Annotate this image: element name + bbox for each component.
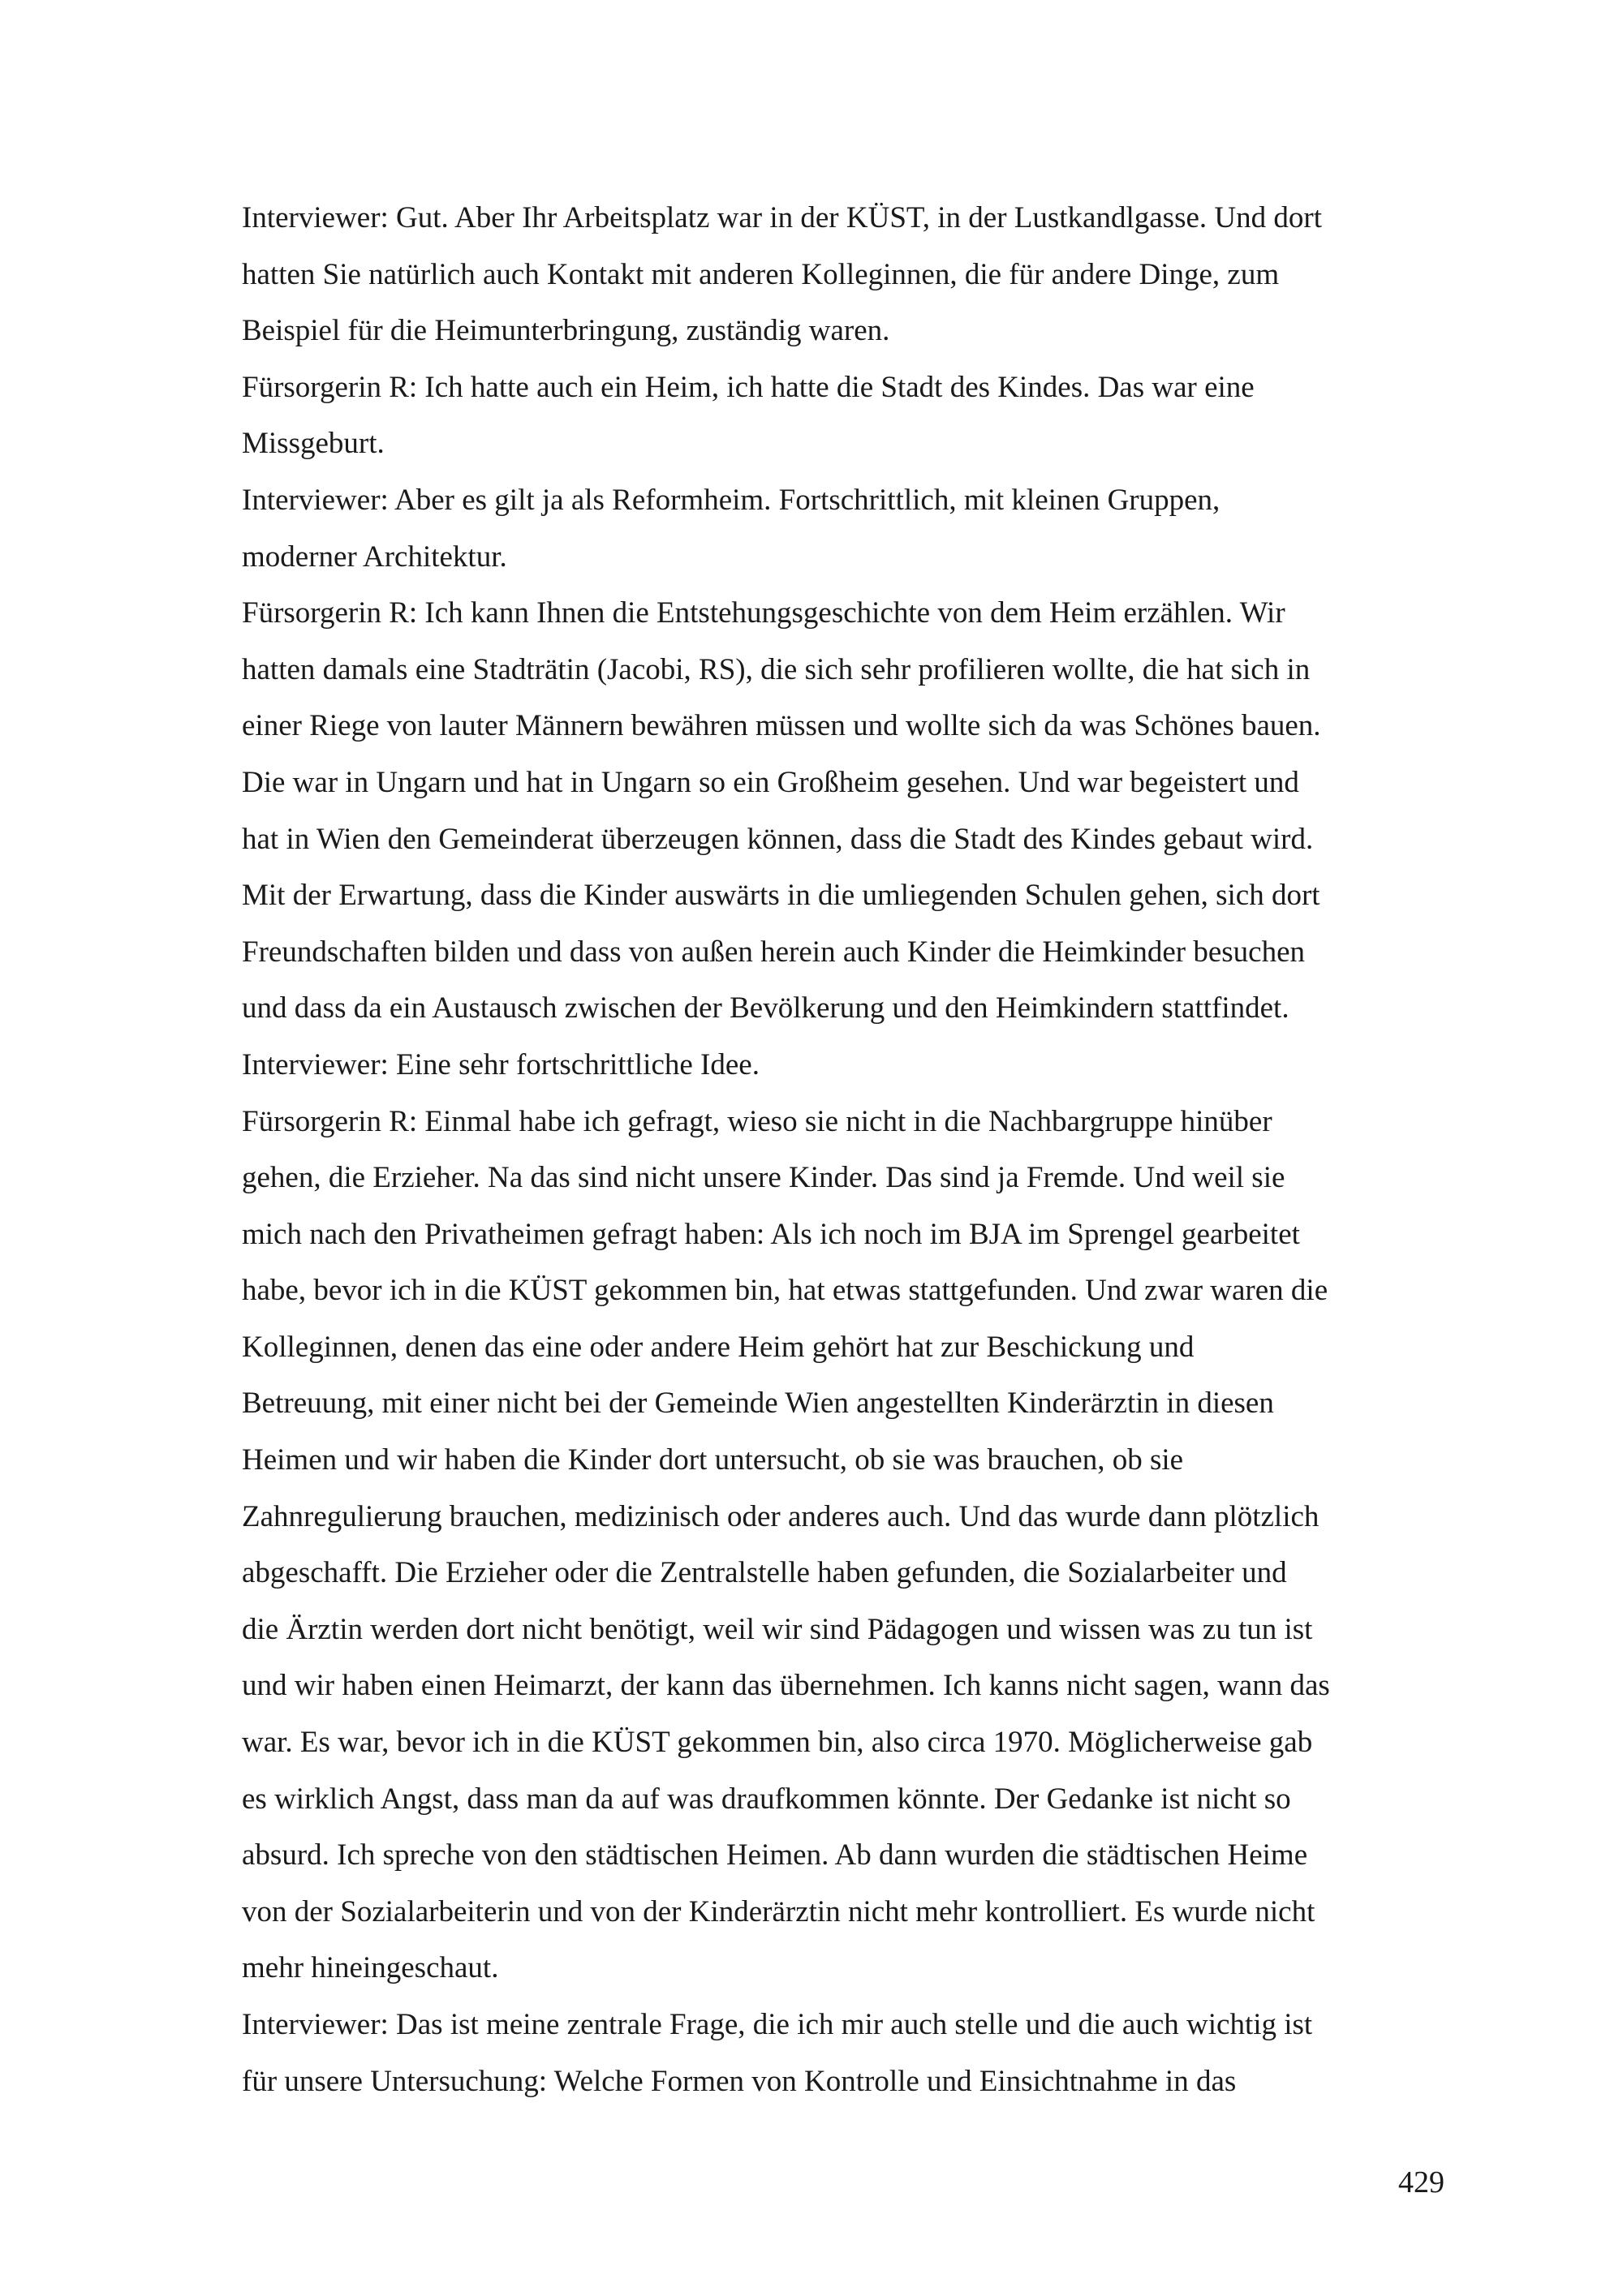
page-number: 429	[1398, 2165, 1444, 2199]
text-line: und dass da ein Austausch zwischen der Bevölkerung und den Heimkindern stattfindet.	[242, 991, 1289, 1025]
text-line: einer Riege von lauter Männern bewähren müssen und wollte sich da was Schönes bauen.	[242, 709, 1321, 743]
text-line: und wir haben einen Heimarzt, der kann das übernehmen. Ich kanns nicht sagen, wann das	[242, 1669, 1330, 1703]
text-line: Heimen und wir haben die Kinder dort untersucht, ob sie was brauchen, ob sie	[242, 1443, 1184, 1477]
text-line: war. Es war, bevor ich in die KÜST gekommen bin, also circa 1970. Möglicherweise gab	[242, 1726, 1313, 1760]
text-line: Betreuung, mit einer nicht bei der Gemeinde Wien angestellten Kinderärztin in diesen	[242, 1387, 1274, 1421]
text-line: Interviewer: Gut. Aber Ihr Arbeitsplatz war in der KÜST, in der Lustkandlgasse. Und dort	[242, 201, 1322, 234]
text-line: hatten damals eine Stadträtin (Jacobi, RS), die sich sehr profilieren wollte, die hat sich in	[242, 652, 1311, 686]
text-line: die Ärztin werden dort nicht benötigt, weil wir sind Pädagogen und wissen was zu tun ist	[242, 1612, 1313, 1646]
text-line: Fürsorgerin R: Ich hatte auch ein Heim, ich hatte die Stadt des Kindes. Das war eine	[242, 370, 1255, 404]
interview-transcript	[242, 190, 1443, 2109]
text-line: Interviewer: Das ist meine zentrale Frage, die ich mir auch stelle und die auch wichtig ist	[242, 2008, 1313, 2041]
text-line: Interviewer: Aber es gilt ja als Reformheim. Fortschrittlich, mit kleinen Gruppen,	[242, 483, 1220, 517]
text-line: Mit der Erwartung, dass die Kinder auswärts in die umliegenden Schulen gehen, sich dort	[242, 879, 1320, 913]
text-line: Freundschaften bilden und dass von außen herein auch Kinder die Heimkinder besuchen	[242, 935, 1306, 969]
text-line: habe, bevor ich in die KÜST gekommen bin, hat etwas stattgefunden. Und zwar waren die	[242, 1274, 1328, 1308]
text-line: Fürsorgerin R: Ich kann Ihnen die Entstehungsgeschichte von dem Heim erzählen. Wir	[242, 596, 1285, 630]
text-line: Interviewer: Eine sehr fortschrittliche Idee.	[242, 1047, 760, 1081]
text-line: Beispiel für die Heimunterbringung, zuständig waren.	[242, 314, 890, 348]
text-line: mehr hineingeschaut.	[242, 1951, 499, 1985]
text-line: Zahnregulierung brauchen, medizinisch oder anderes auch. Und das wurde dann plötzlich	[242, 1499, 1319, 1533]
text-line: mich nach den Privatheimen gefragt haben: Als ich noch im BJA im Sprengel gearbeitet	[242, 1217, 1300, 1251]
text-line: moderner Architektur.	[242, 540, 507, 574]
text-line: gehen, die Erzieher. Na das sind nicht unsere Kinder. Das sind ja Fremde. Und weil sie	[242, 1161, 1285, 1195]
text-line: Kolleginnen, denen das eine oder andere Heim gehört hat zur Beschickung und	[242, 1330, 1195, 1364]
text-line: hat in Wien den Gemeinderat überzeugen können, dass die Stadt des Kindes gebaut wird.	[242, 822, 1314, 856]
text-line: abgeschafft. Die Erzieher oder die Zentralstelle haben gefunden, die Sozialarbeiter und	[242, 1556, 1287, 1590]
text-line: Die war in Ungarn und hat in Ungarn so ein Großheim gesehen. Und war begeistert und	[242, 765, 1299, 799]
text-line: Fürsorgerin R: Einmal habe ich gefragt, wieso sie nicht in die Nachbargruppe hinüber	[242, 1104, 1272, 1138]
text-line: absurd. Ich spreche von den städtischen Heimen. Ab dann wurden die städtischen Heime	[242, 1838, 1308, 1872]
text-line: es wirklich Angst, dass man da auf was draufkommen könnte. Der Gedanke ist nicht so	[242, 1782, 1291, 1816]
text-line: für unsere Untersuchung: Welche Formen von Kontrolle und Einsichtnahme in das	[242, 2064, 1237, 2098]
text-line: Missgeburt.	[242, 427, 385, 461]
text-line: hatten Sie natürlich auch Kontakt mit anderen Kolleginnen, die für andere Dinge, zum	[242, 257, 1280, 291]
text-line: von der Sozialarbeiterin und von der Kinderärztin nicht mehr kontrolliert. Es wurde nicht	[242, 1894, 1315, 1928]
